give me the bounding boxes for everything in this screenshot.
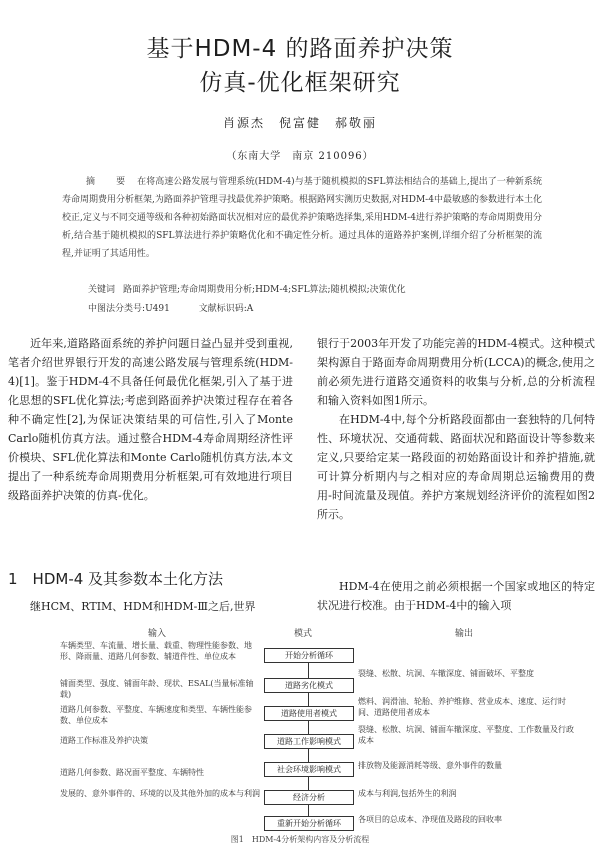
figure-input-item: 道路几何参数、路况面平整度、车辆特性 <box>60 768 204 777</box>
keywords <box>88 282 406 295</box>
paper-title-line1: 基于HDM-4 的路面养护决策 <box>146 36 454 62</box>
figure-output-item: 各项目的总成本、净现值及路段的回收率 <box>358 815 502 824</box>
body-left-column <box>8 334 293 505</box>
flow-box-works-effects: 道路工作影响模式 <box>264 734 354 749</box>
flow-box-start: 开始分析循环 <box>264 648 354 663</box>
figure-input-item: 发展的、意外事件的、环境的以及其他外加的成本与利润 <box>60 789 260 798</box>
keywords-text: 路面养护管理;寿命周期费用分析;HDM-4;SFL算法;随机模拟;决策优化 <box>123 285 406 295</box>
figure-output-item: 成本与利润,包括外生的利润 <box>358 789 457 798</box>
flow-box-road-user: 道路使用者模式 <box>264 706 354 721</box>
figure-input-item: 铺面类型、强度、铺面年龄、现状、ESAL(当量标准轴载) <box>60 679 254 699</box>
doc-code-value: A <box>246 304 254 314</box>
right-bottom-text <box>317 577 595 615</box>
figure-caption: 图1 HDM-4分析架构内容及分析流程 <box>230 835 370 844</box>
right-paragraph-1: 银行于2003年开发了功能完善的HDM-4模式。这种模式架构源自于路面寿命周期费用分析(LCCA)的概念,使用之前必须先进行道路交通资料的收集与分析,总的分析流程和输入资料如图1所示。 <box>317 337 595 407</box>
section-paragraph: 继HCM、RTIM、HDM和HDM-Ⅲ之后,世界 <box>30 600 256 613</box>
abstract-label: 摘 要 <box>86 177 132 187</box>
figure-head-output: 输出 <box>455 629 474 639</box>
keywords-label: 关键词 <box>88 285 116 295</box>
figure-output-item: 排放物及能源消耗等级、意外事件的数量 <box>358 761 502 770</box>
abstract-text: 在将高速公路发展与管理系统(HDM-4)与基于随机模拟的SFL算法相结合的基础上,提出了一种新系统寿命周期费用分析框架,为路面养护管理寻找最优养护策略。根据路网实测历史数据,对HDM-4中最敏感的参数进行本土化校正,定义与不同交通等级和各种初始路面状况相对应的最优养护策略选择集,采用HDM-4进行养护策略的寿命周期费用分析,结合基于随机模拟的SFL算法进行养护策略优化和不确定性分析。通过具体的道路养护案例,详细介绍了分析框架的流程,并证明了其适用性。 <box>62 177 542 259</box>
section-body <box>8 597 293 616</box>
figure-input-item: 道路几何参数、平整度、车辆速度和类型、车辆性能参数、单位成本 <box>60 705 252 725</box>
body-right-column <box>317 334 595 524</box>
flow-box-restart: 重新开始分析循环 <box>264 816 354 831</box>
flow-box-deterioration: 道路劣化模式 <box>264 678 354 693</box>
section-heading: 1 HDM-4 及其参数本土化方法 <box>8 570 224 588</box>
classification-label: 中图法分类号 <box>88 304 143 314</box>
affiliation: （东南大学 南京 210096） <box>226 151 374 162</box>
figure-head-input: 输入 <box>148 629 167 639</box>
figure-input-item: 道路工作标准及养护决策 <box>60 736 148 745</box>
abstract <box>62 173 542 263</box>
flow-box-social-env: 社会环境影响模式 <box>264 762 354 777</box>
authors: 肖源杰 倪富健 郝敬丽 <box>222 116 377 130</box>
paper-title-line2: 仿真-优化框架研究 <box>199 70 401 96</box>
right-paragraph-2: 在HDM-4中,每个分析路段面都由一套独特的几何特性、环境状况、交通荷载、路面状况和路面设计等参数来定义,只要给定某一路段面的初始路面设计和养护措施,就可计算分析期内与之相对应的寿命周期总运输费用的费用-时间流量及现值。养护方案规划经济评价的流程如图2所示。 <box>317 413 595 521</box>
classification-value: U491 <box>145 304 170 314</box>
figure-output-item: 裂缝、松散、坑洞、铺面车辙深度、平整度、工作数量及行政成本 <box>358 725 574 745</box>
doc-code-label: 文献标识码 <box>198 304 244 314</box>
right-paragraph-3: HDM-4在使用之前必须根据一个国家或地区的特定状况进行校准。由于HDM-4中的输入项 <box>317 580 595 612</box>
figure-output-item: 燃料、润滑油、轮胎、养护维修、营业成本、速度、运行时间、道路使用者成本 <box>358 697 566 717</box>
classification: 中图法分类号:U491 文献标识码:A <box>88 304 254 314</box>
figure-input-item: 车辆类型、车流量、增长量、载重、物理性能参数、地形、降雨量、道路几何参数、辅道件性、单位成本 <box>60 641 252 661</box>
flow-box-economic: 经济分析 <box>264 790 354 805</box>
figure-output-item: 裂缝、松散、坑洞、车辙深度、铺面破坏、平整度 <box>358 669 534 678</box>
intro-paragraph: 近年来,道路路面系统的养护问题日益凸显并受到重视,笔者介绍世界银行开发的高速公路发展与管理系统(HDM-4)[1]。鉴于HDM-4不具备任何最优化框架,引入了基于进化思想的SFL优化算法;考虑到路面养护决策过程存在着各种不确定性[2],为保证决策结果的可信性,引入了Monte Carlo随机仿真方法。通过整合HDM-4寿命周期经济性评价模块、SFL优化算法和Monte Carlo随机仿真方法,本文提出了一种系统寿命周期费用分析框架,可有效地进行项目级路面养护决策的仿真-优化。 <box>8 337 293 502</box>
figure-head-model: 模式 <box>294 629 313 639</box>
